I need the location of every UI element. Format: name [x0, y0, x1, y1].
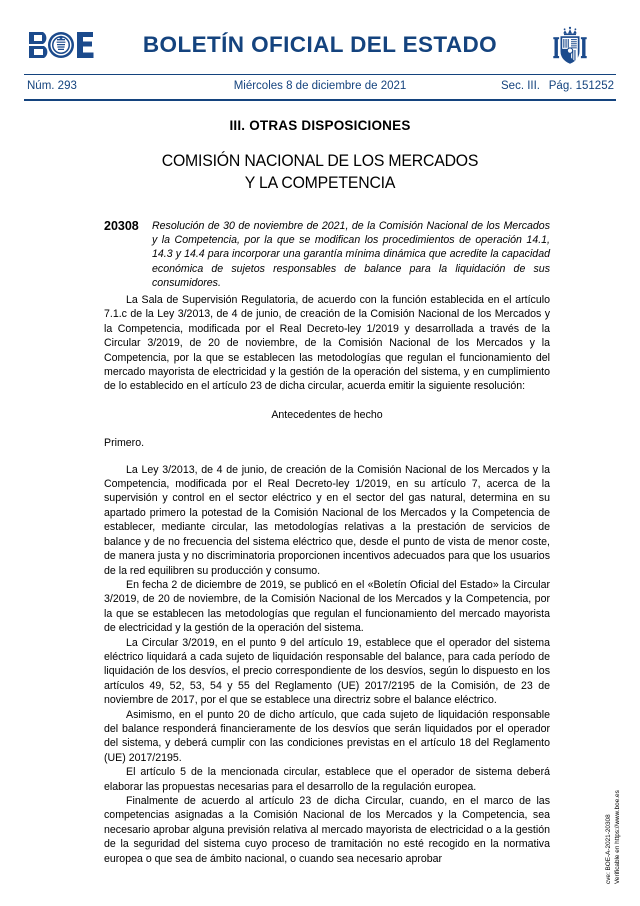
organism-heading-line1: COMISIÓN NACIONAL DE LOS MERCADOS — [161, 151, 479, 170]
body-paragraph-3: En fecha 2 de diciembre de 2019, se publicó en el «Boletín Oficial del Estado» la Circular 3/2019, de 20 de noviembre, de la Comisión Nacional de los Mercados y la Competencia, por la que se establecen las metodologías que regulan el funcionamiento del mercado mayorista de electricidad y la gestión de la operación del sistema. — [104, 578, 550, 635]
issue-date: Miércoles 8 de diciembre de 2021 — [233, 80, 407, 92]
body-paragraph-2: La Ley 3/2013, de 4 de junio, de creación de la Comisión Nacional de los Mercados y la Competencia, modificada por el Real Decreto-ley 1/2019, en su artículo 7, acerca de la supervisión y control en el sector eléctrico y en el sector del gas natural, determina en su apartado primero la potestad de la Comisión Nacional de los Mercados y la Competencia de establecer, mediante circular, las metodologías relativas a la prestación de servicios de balance y de no frecuencia del sistema eléctrico que, desde el punto de vista de menor coste, de manera justa y no discriminatoria proporcionen incentivos adecuados para que los usuarios de la red equilibren su producción y consumo. — [104, 463, 550, 577]
subheading-antecedentes: Antecedentes de hecho — [271, 408, 383, 421]
cve-margin-block — [604, 744, 630, 884]
organism-heading — [22, 150, 617, 194]
body-paragraph-5: Asimismo, en el punto 20 de dicho artículo, que cada sujeto de liquidación responsable del balance responderá financieramente de los desvíos que serán liquidados por el operador del sistema, y deberá cumplir con las condiciones previstas en el artículo 18 del Reglamento (UE) 2017/2195. — [104, 708, 550, 764]
resolution-summary: Resolución de 30 de noviembre de 2021, de la Comisión Nacional de los Mercados y la Competencia, por la que se modifican los procedimientos de operación 14.1, 14.3 y 14.4 para incorporar una garantía mínima dinámica que acredite la capacidad económica de sujetos responsables de balance para la liquidación de sus consumidores. — [152, 220, 550, 289]
cve-verification-url: Verificable en https://www.boe.es — [614, 790, 621, 884]
section-heading: III. OTRAS DISPOSICIONES — [229, 118, 411, 133]
masthead-rule-bottom — [24, 99, 616, 101]
body-paragraph-6: El artículo 5 de la mencionada circular, establece que el operador de sistema deberá elaborar las propuestas necesarias para el desarrollo de la regulación europea. — [104, 766, 550, 793]
body-paragraph-1: La Sala de Supervisión Regulatoria, de acuerdo con la función establecida en el artículo 7.1.c de la Ley 3/2013, de 4 de junio, de creación de la Comisión Nacional de los Mercados y la Competencia, modificada por el Real Decreto-ley 1/2019 y desarrollada a través de la Circular 3/2019, de 20 de noviembre, de la Comisión Nacional de los Mercados y la Competencia, por la que se establecen las metodologías que regulan el funcionamiento del mercado mayorista de electricidad y la gestión de la operación del sistema, y en cumplimiento de lo establecido en el artículo 23 de dicha circular, acuerda emitir la siguiente resolución: — [104, 294, 550, 393]
organism-heading-line2: Y LA COMPETENCIA — [244, 173, 396, 192]
label-primero: Primero. — [104, 437, 145, 450]
cve-identifier: cve: BOE-A-2021-20308 — [605, 814, 612, 884]
issue-section: Sec. III. — [501, 80, 540, 92]
body-paragraph-4: La Circular 3/2019, en el punto 9 del artículo 19, establece que el operador del sistema eléctrico liquidará a cada sujeto de liquidación responsable del balance, para cada período de liquidación de los desvíos, el precio correspondiente de los desvíos, según lo dispuesto en los artículos 49, 52, 53, 54 y 55 del Reglamento (UE) 2017/2195 de la Comisión, de 23 de noviembre de 2017, por el que se establece una directriz sobre el balance eléctrico. — [104, 636, 550, 707]
masthead-title: BOLETÍN OFICIAL DEL ESTADO — [142, 32, 498, 57]
spain-coat-of-arms-icon — [551, 26, 589, 68]
issue-info-bar — [24, 78, 616, 97]
issue-number: Núm. 293 — [27, 80, 77, 92]
masthead-rule-top — [24, 74, 616, 75]
document-body — [104, 293, 550, 866]
masthead — [0, 0, 640, 72]
resolution-number: 20308 — [104, 219, 139, 233]
issue-page: Pág. 151252 — [548, 80, 614, 92]
boe-logo-icon — [27, 30, 95, 60]
body-paragraph-7: Finalmente de acuerdo al artículo 23 de dicha Circular, cuando, en el marco de las competencias asignadas a la Comisión Nacional de los Mercados y la Competencia, sea necesario aprobar alguna previsión relativa al mercado mayorista de electricidad o a la gestión de la seguridad del sistema cuyo proceso de tramitación no esté recogido en la normativa europea o que sea de ámbito nacional, o cuando sea necesario aprobar — [104, 795, 550, 865]
